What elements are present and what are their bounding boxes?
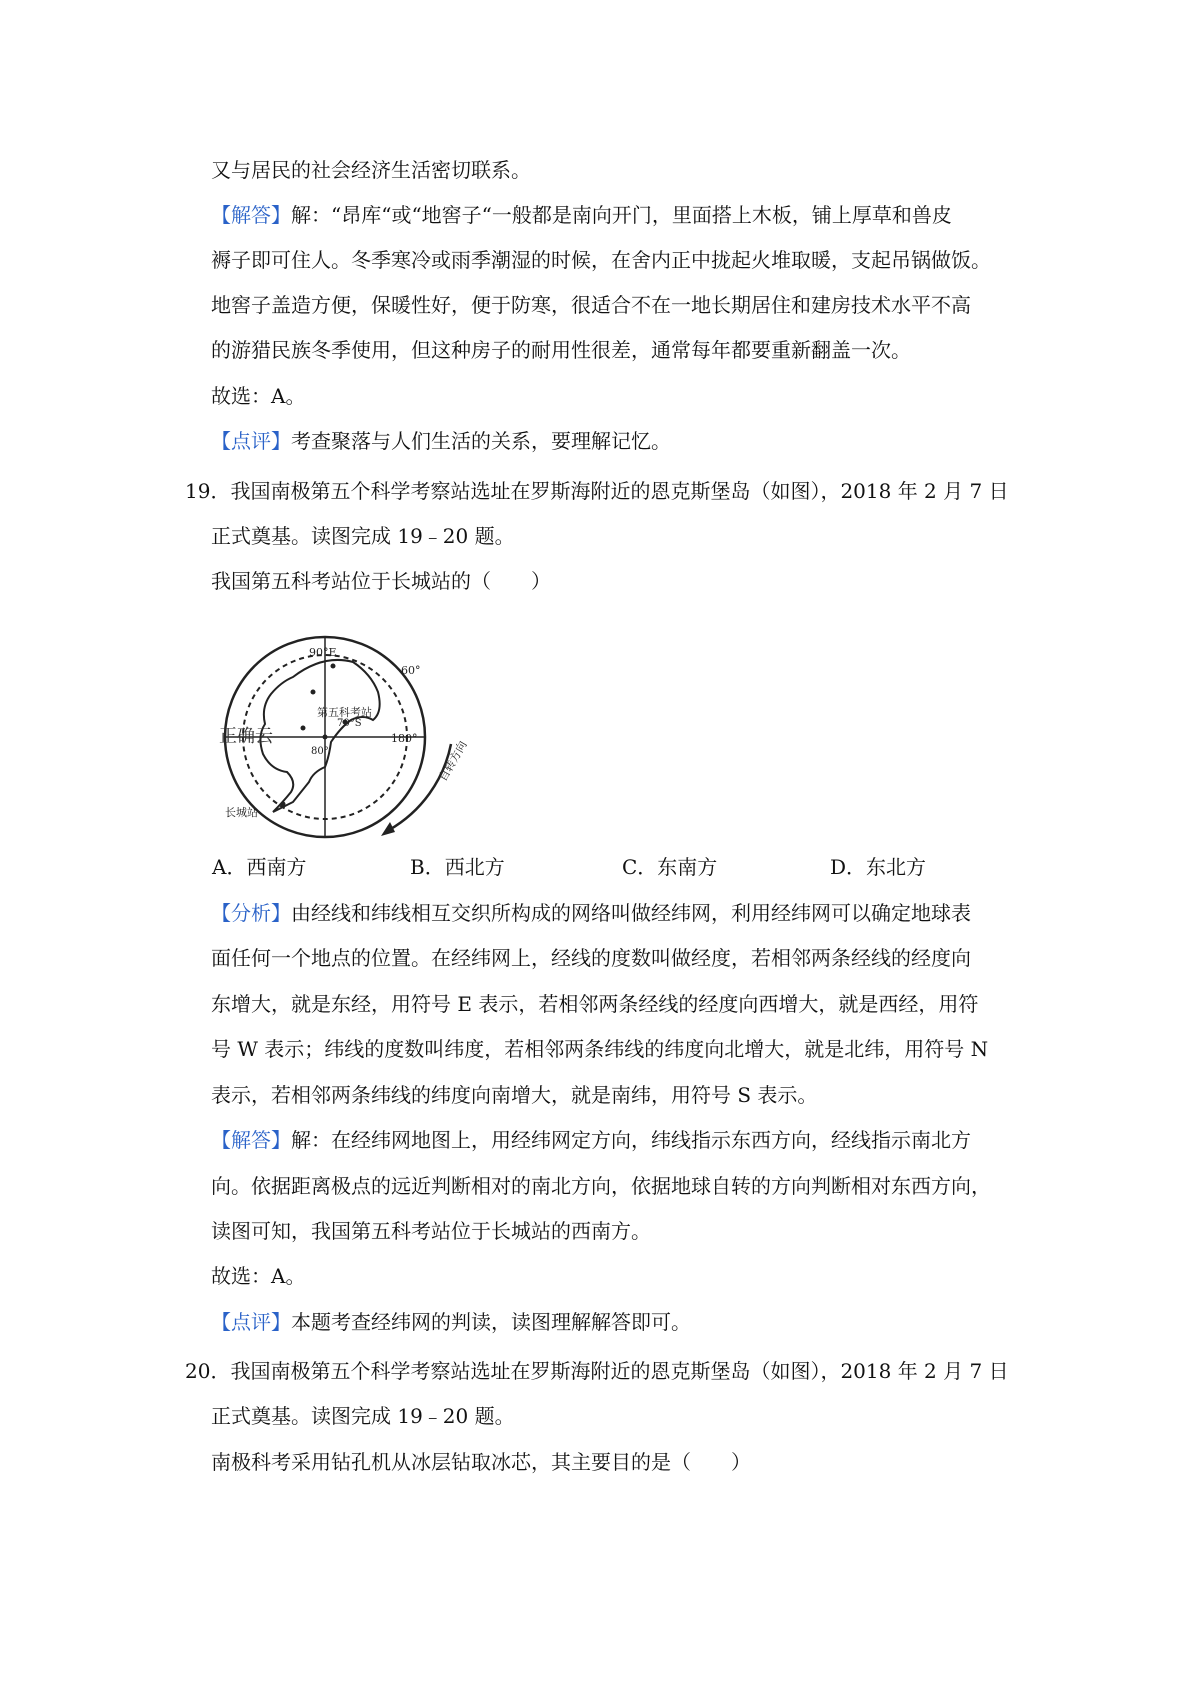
answer-tag: 【解答】 xyxy=(211,203,291,227)
question-20-stem: 南极科考采用钻孔机从冰层钻取冰芯，其主要目的是（ ） xyxy=(211,1450,751,1474)
watermark: 正确云 xyxy=(219,726,273,747)
text-line: 褥子即可住人。冬季寒冷或雨季潮湿的时候，在舍内正中拢起火堆取暖，支起吊锅做饭。 xyxy=(211,248,991,272)
answer-line xyxy=(211,1126,971,1154)
question-19-title: 19．我国南极第五个科学考察站选址在罗斯海附近的恩克斯堡岛（如图），2018 年 2 月 7 日 xyxy=(185,479,1009,503)
text-line: 正式奠基。读图完成 19﹣20 题。 xyxy=(211,1404,515,1428)
text-line: 正式奠基。读图完成 19﹣20 题。 xyxy=(211,524,515,548)
review-tag: 【点评】 xyxy=(211,429,291,453)
review-text: 考查聚落与人们生活的关系，要理解记忆。 xyxy=(291,429,671,453)
review-line xyxy=(211,1308,691,1336)
choice-line: 故选：A。 xyxy=(211,1264,306,1288)
text-line: 的游猎民族冬季使用，但这种房子的耐用性很差，通常每年都要重新翻盖一次。 xyxy=(211,338,911,362)
text-line: 读图可知，我国第五科考站位于长城站的西南方。 xyxy=(211,1219,651,1243)
review-tag: 【点评】 xyxy=(211,1310,291,1334)
label-60: 60° xyxy=(401,664,421,677)
analysis-text: 由经线和纬线相互交织所构成的网络叫做经纬网，利用经纬网可以确定地球表 xyxy=(291,901,971,925)
label-fifth-station: 第五科考站 xyxy=(317,706,372,719)
label-70s: 70°S xyxy=(337,718,362,729)
antarctica-map xyxy=(213,632,473,842)
review-text: 本题考查经纬网的判读，读图理解解答即可。 xyxy=(291,1310,691,1334)
text-line: 东增大，就是东经，用符号 E 表示，若相邻两条经线的经度向西增大，就是西经，用符 xyxy=(211,992,979,1016)
label-90e: 90°E xyxy=(309,646,337,659)
text-line: 地窖子盖造方便，保暖性好，便于防寒，很适合不在一地长期居住和建房技术水平不高 xyxy=(211,293,971,317)
choice-line: 故选：A。 xyxy=(211,384,306,408)
option-d: D．东北方 xyxy=(830,855,927,879)
text-line: 表示，若相邻两条纬线的纬度向南增大，就是南纬，用符号 S 表示。 xyxy=(211,1083,818,1107)
analysis-tag: 【分析】 xyxy=(211,901,291,925)
answer-text: 解：“昂库“或“地窖子“一般都是南向开门，里面搭上木板，铺上厚草和兽皮 xyxy=(291,203,952,227)
label-180: 180° xyxy=(391,732,418,745)
text-line: 面任何一个地点的位置。在经纬网上，经线的度数叫做经度，若相邻两条经线的经度向 xyxy=(211,946,971,970)
label-rotation-direction: 自转方向 xyxy=(436,738,470,784)
option-a: A．西南方 xyxy=(212,855,307,879)
text-line: 向。依据距离极点的远近判断相对的南北方向，依据地球自转的方向判断相对东西方向， xyxy=(211,1174,991,1198)
answer-tag: 【解答】 xyxy=(211,1128,291,1152)
review-line xyxy=(211,427,671,455)
text-line: 号 W 表示；纬线的度数叫纬度，若相邻两条纬线的纬度向北增大，就是北纬，用符号 N xyxy=(211,1037,989,1061)
text-line: 又与居民的社会经济生活密切联系。 xyxy=(211,158,531,182)
label-80: 80° xyxy=(311,746,329,757)
answer-line xyxy=(211,201,952,229)
question-20-title: 20．我国南极第五个科学考察站选址在罗斯海附近的恩克斯堡岛（如图），2018 年 2 月 7 日 xyxy=(185,1359,1009,1383)
analysis-line xyxy=(211,899,971,927)
answer-text: 解：在经纬网地图上，用经纬网定方向，纬线指示东西方向，经线指示南北方 xyxy=(291,1128,971,1152)
question-19-stem: 我国第五科考站位于长城站的（ ） xyxy=(211,569,551,593)
label-great-wall-station: 长城站 xyxy=(225,806,258,819)
option-b: B．西北方 xyxy=(410,855,505,879)
option-c: C．东南方 xyxy=(622,855,718,879)
